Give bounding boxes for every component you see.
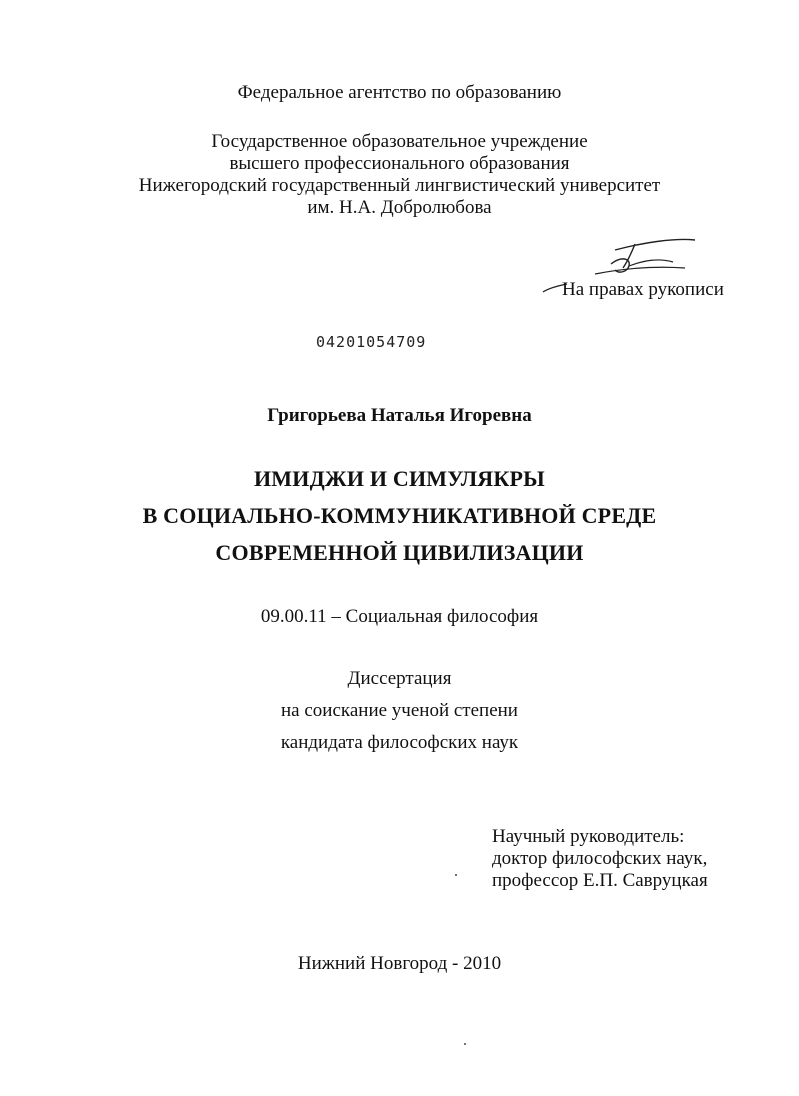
scan-speck — [455, 874, 457, 876]
degree-line-2: на соискание ученой степени — [281, 700, 518, 721]
title-line-1: ИМИДЖИ И СИМУЛЯКРЫ — [254, 466, 545, 491]
institution-line-1: Государственное образовательное учреждение — [211, 131, 588, 152]
catalog-number: 04201054709 — [316, 333, 427, 351]
author-name: Григорьева Наталья Игоревна — [267, 405, 532, 426]
city-year: Нижний Новгород - 2010 — [297, 953, 502, 974]
specialty: 09.00.11 – Социальная философия — [260, 606, 539, 627]
agency-name: Федеральное агентство по образованию — [237, 82, 562, 103]
scan-speck — [464, 1043, 466, 1045]
degree-line-3: кандидата философских наук — [280, 732, 519, 753]
supervisor-line-2: доктор философских наук, — [492, 848, 708, 869]
institution-line-3: Нижегородский государственный лингвистический университет — [138, 175, 661, 196]
title-line-3: СОВРЕМЕННОЙ ЦИВИЛИЗАЦИИ — [215, 540, 584, 565]
institution-line-4: им. Н.А. Добролюбова — [307, 197, 492, 218]
degree-line-1: Диссертация — [347, 668, 452, 689]
institution-line-2: высшего профессионального образования — [229, 153, 570, 174]
manuscript-note: На правах рукописи — [562, 279, 724, 300]
supervisor-line-3: профессор Е.П. Савруцкая — [492, 870, 708, 891]
title-line-2: В СОЦИАЛЬНО-КОММУНИКАТИВНОЙ СРЕДЕ — [142, 503, 657, 528]
supervisor-line-1: Научный руководитель: — [492, 826, 685, 847]
